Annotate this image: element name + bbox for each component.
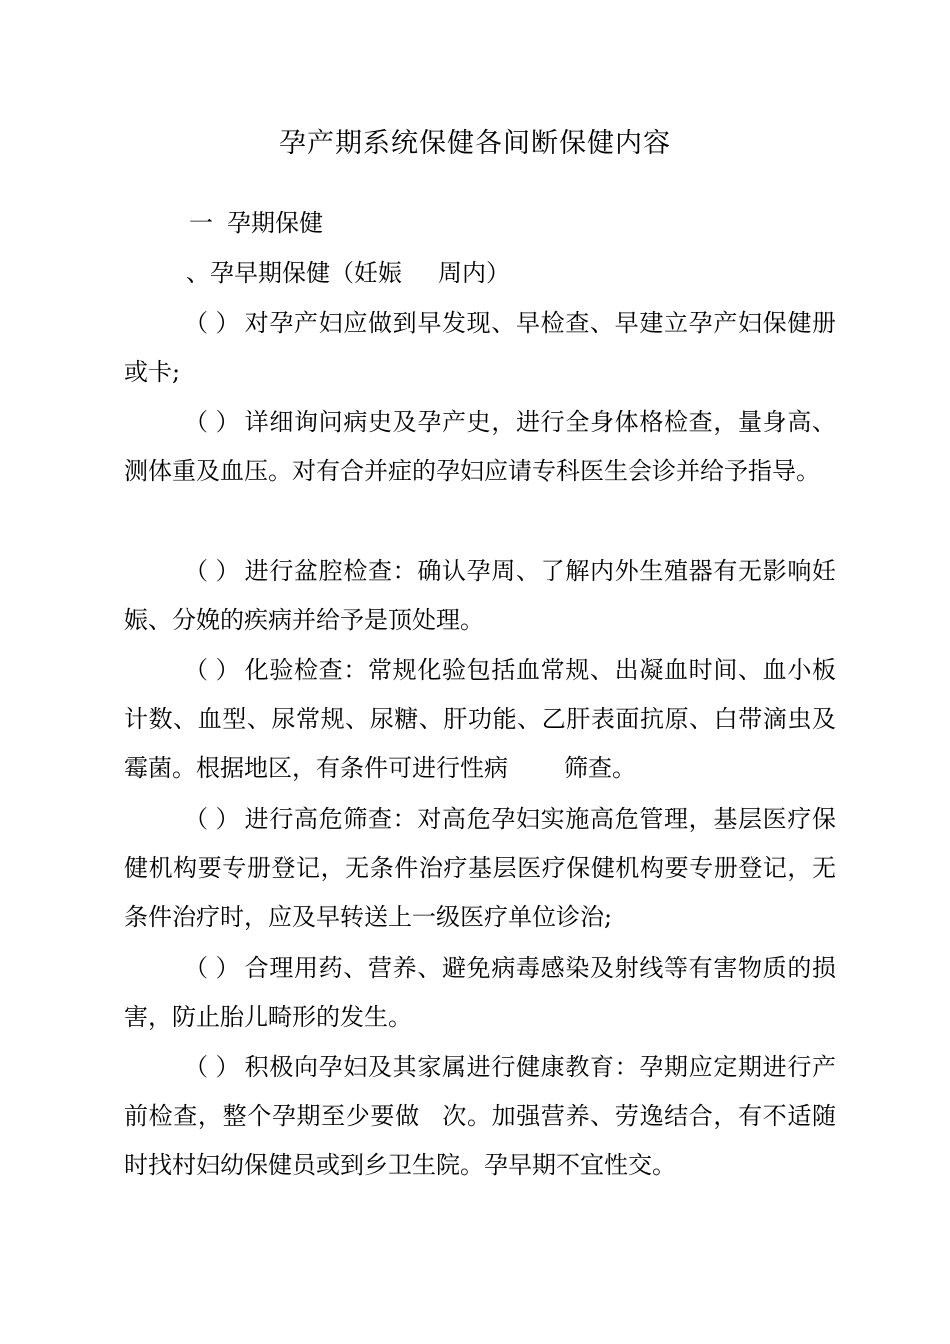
item-text: 对孕产妇应做到早发现、早检查、早建立孕产妇保健册或卡;	[124, 309, 836, 386]
item-label: （ ）	[184, 1053, 240, 1081]
paragraph-item-7	[124, 1043, 836, 1190]
paragraph-item-3	[124, 547, 836, 645]
item-label: （ ）	[184, 805, 240, 833]
section-heading	[189, 203, 323, 243]
section-title: 孕期保健	[227, 209, 323, 237]
paragraph-item-2	[124, 398, 836, 496]
item-text-before: 化验检查：常规化验包括血常规、出凝血时间、血小板计数、血型、尿常规、尿糖、肝功能、乙肝表面抗原、白带滴虫及霉菌。根据地区，有条件可进行性病	[124, 656, 836, 782]
item-label: （ ）	[184, 408, 240, 436]
paragraph-item-5	[124, 795, 836, 942]
item-text: 进行高危筛查：对高危孕妇实施高危管理，基层医疗保健机构要专册登记，无条件治疗基层医疗保健机构要专册登记，无条件治疗时，应及早转送上一级医疗单位诊治;	[124, 805, 836, 931]
item-label: （ ）	[184, 557, 240, 585]
subsection-prefix: 、孕早期保健（妊娠	[186, 259, 402, 287]
item-label: （ ）	[184, 656, 240, 684]
paragraph-item-6	[124, 944, 836, 1042]
item-label: （ ）	[184, 309, 240, 337]
subsection-suffix: 周内）	[438, 259, 510, 287]
item-text: 进行盆腔检查：确认孕周、了解内外生殖器有无影响妊娠、分娩的疾病并给予是顶处理。	[124, 557, 836, 634]
section-number: 一	[189, 209, 213, 237]
item-label: （ ）	[184, 954, 240, 982]
document-title: 孕产期系统保健各间断保健内容	[279, 128, 671, 159]
item-text-after: 筛查。	[564, 754, 636, 782]
item-text-before: 积极向孕妇及其家属进行健康教育：孕期应定期进行产前检查，整个孕期至少要做	[124, 1053, 836, 1130]
paragraph-item-1	[124, 299, 836, 397]
paragraph-item-4	[124, 646, 836, 793]
item-text: 详细询问病史及孕产史，进行全身体格检查，量身高、测体重及血压。对有合并症的孕妇应请专科医生会诊并给予指导。	[124, 408, 836, 485]
item-text-after: 次。加强营养、劳逸结合，有不适随时找村妇幼保健员或到乡卫生院。孕早期不宜性交。	[124, 1102, 837, 1179]
subsection-heading	[186, 253, 510, 293]
item-text: 合理用药、营养、避免病毒感染及射线等有害物质的损害，防止胎儿畸形的发生。	[124, 954, 836, 1031]
